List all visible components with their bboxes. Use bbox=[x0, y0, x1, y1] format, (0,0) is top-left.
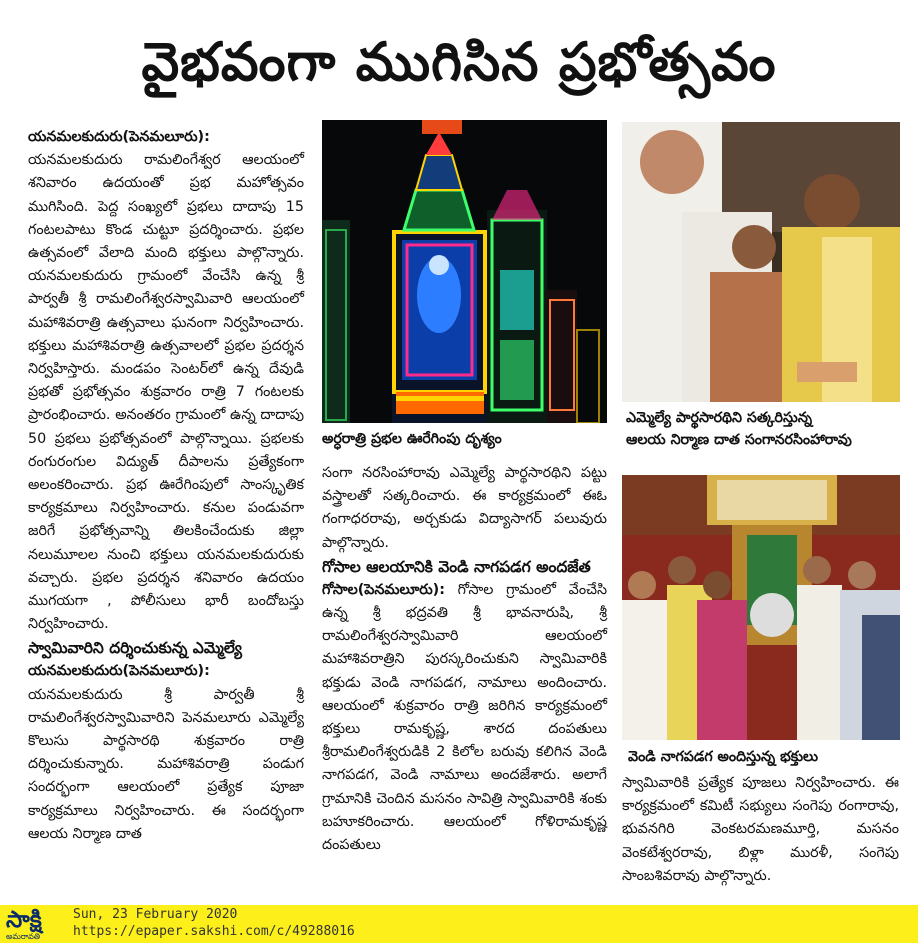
previous-page-strip bbox=[0, 0, 918, 14]
article-column-2 bbox=[322, 462, 607, 857]
article-paragraph bbox=[28, 126, 304, 636]
paragraph-text: యనమలకుదురు రామలింగేశ్వర ఆలయంలో శనివారం ఉదయంతో ప్రభ మహోత్సవం ముగిసింది. పెద్ద సంఖ్యలో ప్రభలు దాదాపు 15 గంటలపాటు కొండ చుట్టూ ప్రదర్శించారు. ప్రభల ఉత్సవంలో వేలాది మంది భక్తులు పాల్గొన్నారు. యనమలకుదురు గ్రామంలో వేంచేసి ఉన్న శ్రీ పార్వతీ శ్రీ రామలింగేశ్వరస్వామివారి ఆలయంలో మహాశివరాత్రి ఉత్సవాలు ఘనంగా నిర్వహించారు. భక్తులు మహాశివరాత్రి ఉత్సవాలలో ప్రభల ప్రదర్శన నిర్వహిస్తారు. మండపం సెంటర్‌లో ఉన్న దేవుడి ప్రభతో ప్రభోత్సవం శుక్రవారం రాత్రి 7 గంటలకు ప్రారంభించారు. అనంతరం గ్రామంలో ఉన్న దాదాపు 50 ప్రభలు ప్రభోత్సవంలో పాల్గొన్నాయి. ప్రభలకు రంగురంగుల విద్యుత్ దీపాలను ప్రత్యేకంగా అలంకరించారు. ప్రభ ఊరేగింపులో సాంస్కృతిక కార్యక్రమాలు నిర్వహించారు. కనుల పండువగా జరిగే ప్రభోత్సవాన్ని తిలకించేందుకు జిల్లా నలుమూలల నుంచి భక్తులు యనమలకుదురుకు వచ్చారు. ప్రభల ప్రదర్శన శనివారం ఉదయం ముగయగా , పోలీసులు భారీ బందోబస్తు నిర్వహించారు. bbox=[28, 152, 304, 633]
article-column-3 bbox=[622, 772, 899, 888]
paragraph-text: గోసాల గ్రామంలో వేంచేసి ఉన్న శ్రీ భద్రవతి శ్రీ భావనారుషి, శ్రీ రామలింగేశ్వరస్వామివారి ఆలయంలో మహాశివరాత్రిని పురస్కరించుకుని స్వామివారికి భక్తుడు వెండి నాగపడగ, నామాలు అందించారు. ఆలయంలో శుక్రవారం రాత్రి జరిగిన కార్యక్రమంలో భక్తులు రామకృష్ణ, శారద దంపతులు శ్రీరామలింగేశ్వరుడికి 2 కిలోల బరువు కలిగిన వెండి నాగపడగ, వెండి నామాలు అందజేశారు. అలాగే గ్రామానికి చెందిన మసనం సావిత్రి స్వామివారికి శంకు బహూకరించారు. ఆలయంలో గోళిరామకృష్ణ దంపతులు bbox=[322, 581, 607, 854]
caption-line: ఆలయ నిర్మాణ దాత సంగానరసింహారావు bbox=[626, 432, 852, 448]
sakshi-logo bbox=[6, 908, 62, 940]
subheading: గోసాల ఆలయానికి వెండి నాగపడగ అందజేత bbox=[322, 557, 591, 576]
article-paragraph bbox=[322, 579, 607, 857]
paragraph-text: యనమలకుదురు శ్రీ పార్వతీ శ్రీ రామలింగేశ్వరస్వామివారిని పెనమలూరు ఎమ్మెల్యే కొలుసు పార్థసారథి శుక్రవారం రాత్రి దర్శించుకున్నారు. మహాశివరాత్రి పండుగ సందర్భంగా ఆలయంలో ప్రత్యేక పూజా కార్యక్రమాలు నిర్వహించారు. ఈ సందర్భంగా ఆలయ నిర్మాణ దాత bbox=[28, 686, 304, 842]
devotees-photo bbox=[622, 475, 900, 740]
mla-photo-caption bbox=[626, 407, 901, 451]
caption-line: ఎమ్మెల్యే పార్థసారథిని సత్కరిస్తున్న bbox=[626, 410, 813, 426]
logo-text: సాక్షి bbox=[6, 907, 42, 933]
logo-subtext: అమరావతి bbox=[6, 932, 41, 941]
mla-felicitation-photo bbox=[622, 122, 900, 402]
dateline: యనమలకుదురు(పెనమలూరు): bbox=[28, 129, 210, 145]
publication-date: Sun, 23 February 2020 bbox=[73, 907, 238, 922]
subheading: స్వామివారిని దర్శించుకున్న ఎమ్మెల్యే bbox=[28, 639, 242, 658]
prabha-photo-caption: అర్ధరాత్రి ప్రభల ఊరేగింపు దృశ్యం bbox=[322, 431, 502, 447]
article-paragraph: స్వామివారికి ప్రత్యేక పూజలు నిర్వహించారు. ఈ కార్యక్రమంలో కమిటీ సభ్యులు సంగెపు రంగారావు, భువనగిరి వెంకటరమణమూర్తి, మసనం వెంకటేశ్వరరావు, బిళ్లా మురళీ, సంగెపు సాంబశివరావు పాల్గొన్నారు. bbox=[622, 775, 899, 884]
article-paragraph bbox=[28, 660, 304, 846]
dateline: గోసాల(పెనమలూరు): bbox=[322, 581, 445, 598]
article-column-1 bbox=[28, 126, 304, 846]
epaper-url[interactable]: https://epaper.sakshi.com/c/49288016 bbox=[73, 924, 355, 939]
prabha-procession-photo bbox=[322, 120, 607, 423]
devotees-photo-caption: వెండి నాగపడగ అందిస్తున్న భక్తులు bbox=[628, 749, 818, 765]
article-paragraph: సంగా నరసింహారావు ఎమ్మెల్యే పార్థసారథిని పట్టు వస్త్రాలతో సత్కరించారు. ఈ కార్యక్రమంలో ఈఓ గంగాధరరావు, అర్చకుడు విద్యాసాగర్ పలువురు పాల్గొన్నారు. bbox=[322, 465, 607, 551]
epaper-footer bbox=[0, 905, 918, 943]
dateline: యనమలకుదురు(పెనమలూరు): bbox=[28, 663, 210, 680]
headline: వైభవంగా ముగిసిన ప్రభోత్సవం bbox=[141, 32, 777, 93]
